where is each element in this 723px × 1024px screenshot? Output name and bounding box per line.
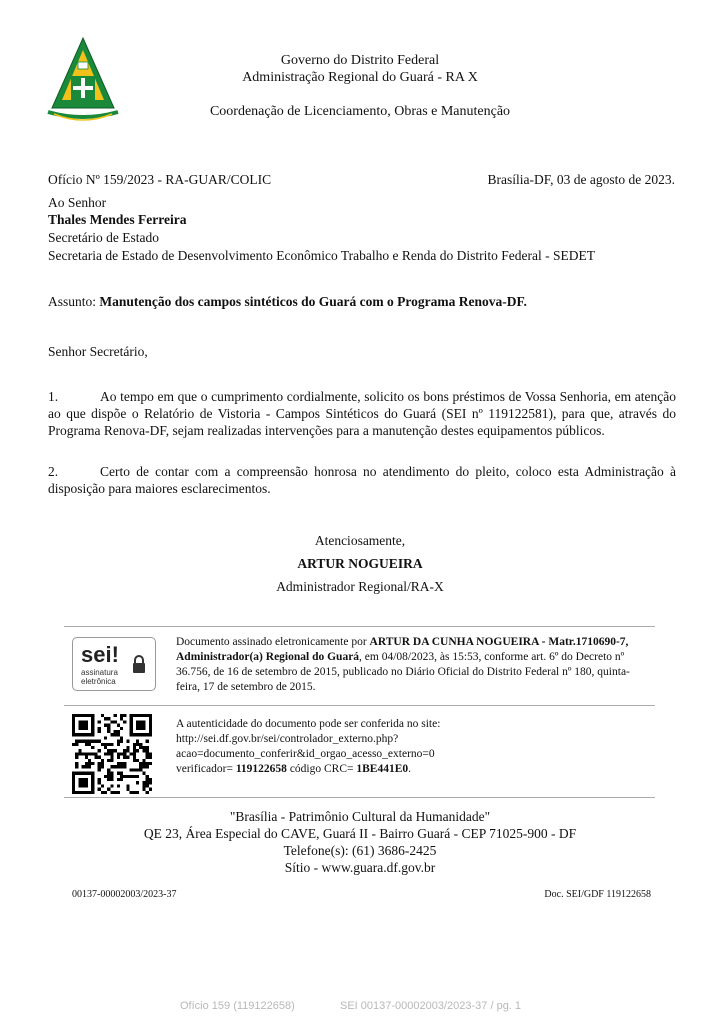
sei-seal-logo — [72, 637, 156, 691]
electronic-signature-block — [64, 626, 655, 797]
sei-seal-sub-line1: assinatura — [81, 668, 118, 677]
greeting: Senhor Secretário, — [48, 344, 148, 359]
footer-website: Sítio - www.guara.df.gov.br — [284, 860, 436, 875]
signature-text-rest: , em 04/08/2023, às 15:53, conforme art. 6º do Decreto nº 36.756, de 16 de setembro de 2015, publicado no Diário Oficial do Distrito Federal nº 180, quinta-feira, 17 de setembro de 2015. — [176, 651, 630, 693]
signature-block-bottom-rule — [64, 797, 655, 798]
footer-motto: "Brasília - Patrimônio Cultural da Humanidade" — [229, 809, 491, 824]
verification-row — [64, 705, 655, 796]
header-coordination: Coordenação de Licenciamento, Obras e Manutenção — [209, 104, 511, 119]
sei-document-id: Doc. SEI/GDF 119122658 — [544, 889, 651, 900]
verifier-code: 119122658 — [235, 763, 287, 775]
qr-code-image — [72, 714, 152, 794]
signature-row — [64, 627, 655, 703]
closing-text: Atenciosamente, — [314, 533, 406, 548]
subject-text: Manutenção dos campos sintéticos do Guará com o Programa Renova-DF. — [99, 294, 527, 309]
sei-seal-sub-line2: eletrônica — [81, 677, 116, 686]
letter-date: Brasília-DF, 03 de agosto de 2023. — [487, 172, 675, 187]
signer-name: ARTUR NOGUEIRA — [297, 556, 423, 571]
oficio-number: Ofício Nº 159/2023 - RA-GUAR/COLIC — [48, 172, 272, 187]
footer-address: QE 23, Área Especial do CAVE, Guará II - Bairro Guará - CEP 71025-900 - DF — [143, 826, 577, 841]
footer-phone: Telefone(s): (61) 3686-2425 — [283, 843, 437, 858]
header-government: Governo do Distrito Federal — [280, 53, 440, 68]
addressee-salutation: Ao Senhor — [48, 195, 107, 210]
paragraph-2 — [48, 463, 676, 497]
crc-label: código CRC= — [286, 763, 357, 775]
addressee-role: Secretário de Estado — [48, 230, 159, 245]
crc-code: 1BE441E0 — [356, 763, 409, 775]
paragraph-number: 1. — [48, 389, 59, 404]
addressee-name: Thales Mendes Ferreira — [48, 212, 187, 227]
paragraph-text: Certo de contar com a compreensão honrosa no atendimento do pleito, coloco esta Administração à disposição para maiores esclarecimentos. — [48, 464, 676, 496]
lock-icon — [131, 654, 147, 674]
signature-signer: ARTUR DA CUNHA NOGUEIRA - Matr.1710690-7, Administrador(a) Regional do Guará — [176, 636, 629, 663]
subject-line — [48, 293, 527, 310]
paragraph-1 — [48, 388, 676, 439]
paragraph-text: Ao tempo em que o cumprimento cordialmente, solicito os bons préstimos de Vossa Senhoria, em atenção ao que dispõe o Relatório de Vistoria - Campos Sintéticos do Guará (SEI nº 119122581), para que, através do Programa Renova-DF, sejam realizadas intervenções para a manutenção destes equipamentos públicos. — [48, 389, 676, 438]
verification-text — [176, 717, 648, 777]
process-number: 00137-00002003/2023-37 — [72, 889, 177, 900]
verification-line-1: A autenticidade do documento pode ser conferida no site: — [176, 718, 441, 730]
subject-label: Assunto: — [48, 294, 97, 309]
paragraph-number: 2. — [48, 464, 59, 479]
verification-url-params: acao=documento_conferir&id_orgao_acesso_externo=0 — [176, 748, 435, 760]
signer-title: Administrador Regional/RA-X — [276, 579, 444, 594]
page-footer-document: Ofício 159 (119122658) — [180, 1000, 295, 1012]
header-administration: Administração Regional do Guará - RA X — [242, 70, 478, 85]
gdf-emblem-logo — [44, 36, 122, 126]
verification-url[interactable]: http://sei.df.gov.br/sei/controlador_externo.php? — [176, 733, 399, 745]
addressee-organization: Secretaria de Estado de Desenvolvimento Econômico Trabalho e Renda do Distrito Federal - SEDET — [48, 248, 595, 263]
verification-period: . — [408, 763, 411, 775]
signature-text-intro: Documento assinado eletronicamente por — [176, 636, 370, 648]
page-footer-process: SEI 00137-00002003/2023-37 / pg. 1 — [340, 1000, 522, 1012]
signature-text — [176, 635, 648, 695]
sei-seal-text: sei! — [81, 642, 119, 667]
verifier-label: verificador= — [176, 763, 236, 775]
sei-seal-sub — [81, 668, 118, 686]
verification-codes — [176, 762, 648, 777]
